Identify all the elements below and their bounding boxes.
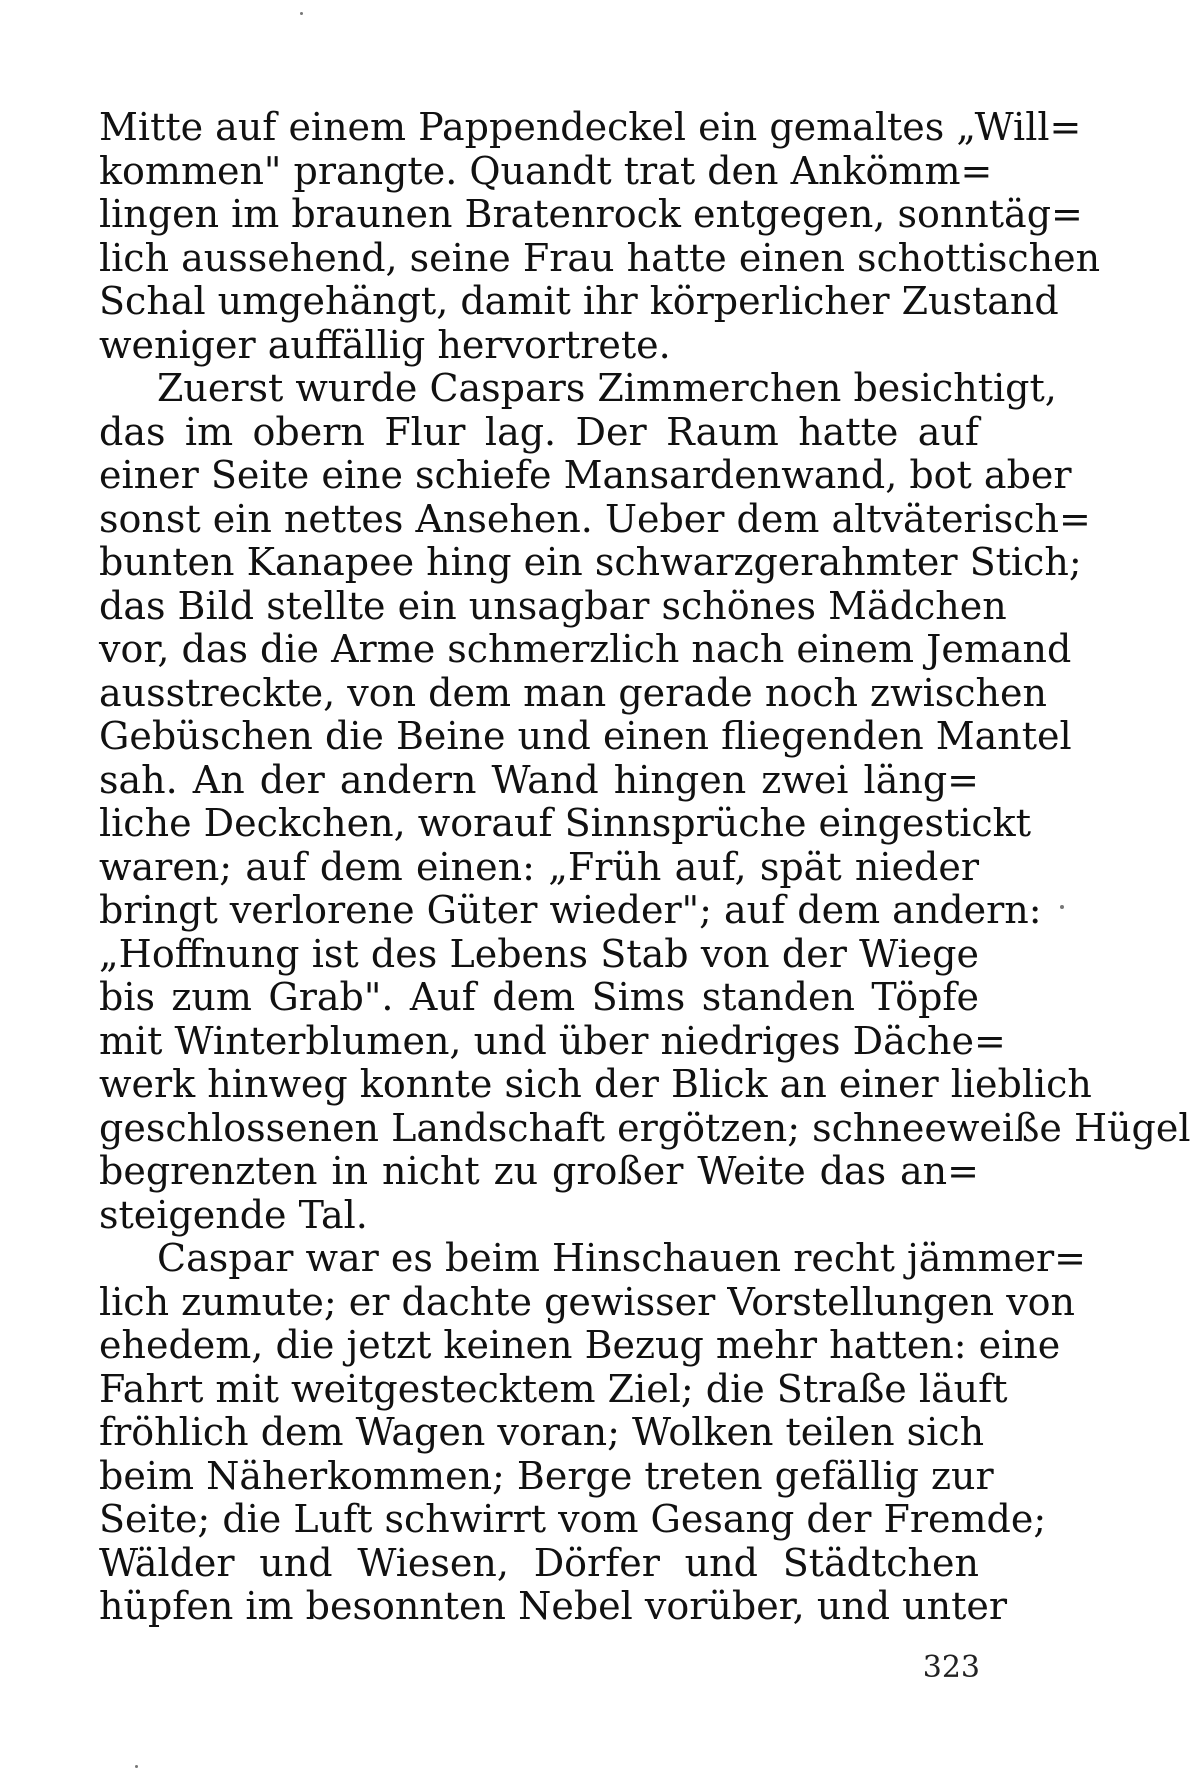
- text-line: werk hinweg konnte sich der Blick an einer lieblich: [99, 1062, 1092, 1106]
- text-line: Caspar war es beim Hinschauen recht jämmer=: [157, 1236, 1086, 1280]
- text-line: begrenzten in nicht zu großer Weite das an=: [99, 1149, 979, 1193]
- text-line: einer Seite eine schiefe Mansardenwand, bot aber: [99, 453, 1072, 497]
- text-line: kommen" prangte. Quandt trat den Ankömm=: [99, 148, 993, 193]
- text-line: geschlossenen Landschaft ergötzen; schneeweiße Hügel: [99, 1105, 1191, 1150]
- text-line: vor, das die Arme schmerzlich nach einem Jemand: [99, 627, 1072, 671]
- text-line: sonst ein nettes Ansehen. Ueber dem altväterisch=: [99, 496, 1091, 541]
- text-line: bis zum Grab". Auf dem Sims standen Töpfe: [99, 975, 979, 1019]
- text-line: ehedem, die jetzt keinen Bezug mehr hatten: eine: [99, 1323, 1061, 1367]
- text-line: Gebüschen die Beine und einen fliegenden Mantel: [99, 714, 1072, 758]
- text-line: Fahrt mit weitgestecktem Ziel; die Straße läuft: [99, 1366, 1008, 1411]
- text-line: Mitte auf einem Pappendeckel ein gemaltes „Will=: [99, 105, 1082, 149]
- paper-speck: [1060, 905, 1064, 909]
- body-text: [99, 105, 1191, 1629]
- text-line: fröhlich dem Wagen voran; Wolken teilen sich: [99, 1410, 985, 1454]
- text-line: lich zumute; er dachte gewisser Vorstellungen von: [99, 1279, 1076, 1324]
- text-line: Seite; die Luft schwirrt vom Gesang der Fremde;: [99, 1497, 1047, 1541]
- text-line: hüpfen im besonnten Nebel vorüber, und unter: [99, 1584, 1008, 1628]
- text-line: bunten Kanapee hing ein schwarzgerahmter Stich;: [99, 540, 1082, 584]
- text-line: das Bild stellte ein unsagbar schönes Mädchen: [99, 583, 1007, 628]
- text-line: mit Winterblumen, und über niedriges Däche=: [99, 1018, 1006, 1063]
- paper-speck: [135, 1765, 138, 1768]
- text-line: liche Deckchen, worauf Sinnsprüche eingestickt: [99, 801, 1031, 845]
- text-line: Schal umgehängt, damit ihr körperlicher Zustand: [99, 279, 1059, 323]
- text-line: weniger auffällig hervortrete.: [99, 322, 671, 367]
- page-number: 323: [922, 1650, 980, 1685]
- text-line: sah. An der andern Wand hingen zwei läng=: [99, 757, 979, 802]
- text-line: Wälder und Wiesen, Dörfer und Städtchen: [99, 1540, 979, 1585]
- text-line: lich aussehend, seine Frau hatte einen schottischen: [99, 235, 1101, 280]
- text-line: das im obern Flur lag. Der Raum hatte auf: [99, 409, 979, 454]
- text-line: Zuerst wurde Caspars Zimmerchen besichtigt,: [157, 366, 1057, 410]
- text-line: ausstreckte, von dem man gerade noch zwischen: [99, 670, 1047, 715]
- paper-speck: [300, 12, 303, 15]
- text-line: bringt verlorene Güter wieder"; auf dem andern:: [99, 888, 1042, 932]
- text-line: waren; auf dem einen: „Früh auf, spät nieder: [99, 844, 979, 889]
- text-line: lingen im braunen Bratenrock entgegen, sonntäg=: [99, 192, 1083, 236]
- text-line: „Hoffnung ist des Lebens Stab von der Wiege: [99, 931, 979, 976]
- text-line: steigende Tal.: [99, 1192, 368, 1237]
- text-line: beim Näherkommen; Berge treten gefällig zur: [99, 1453, 994, 1498]
